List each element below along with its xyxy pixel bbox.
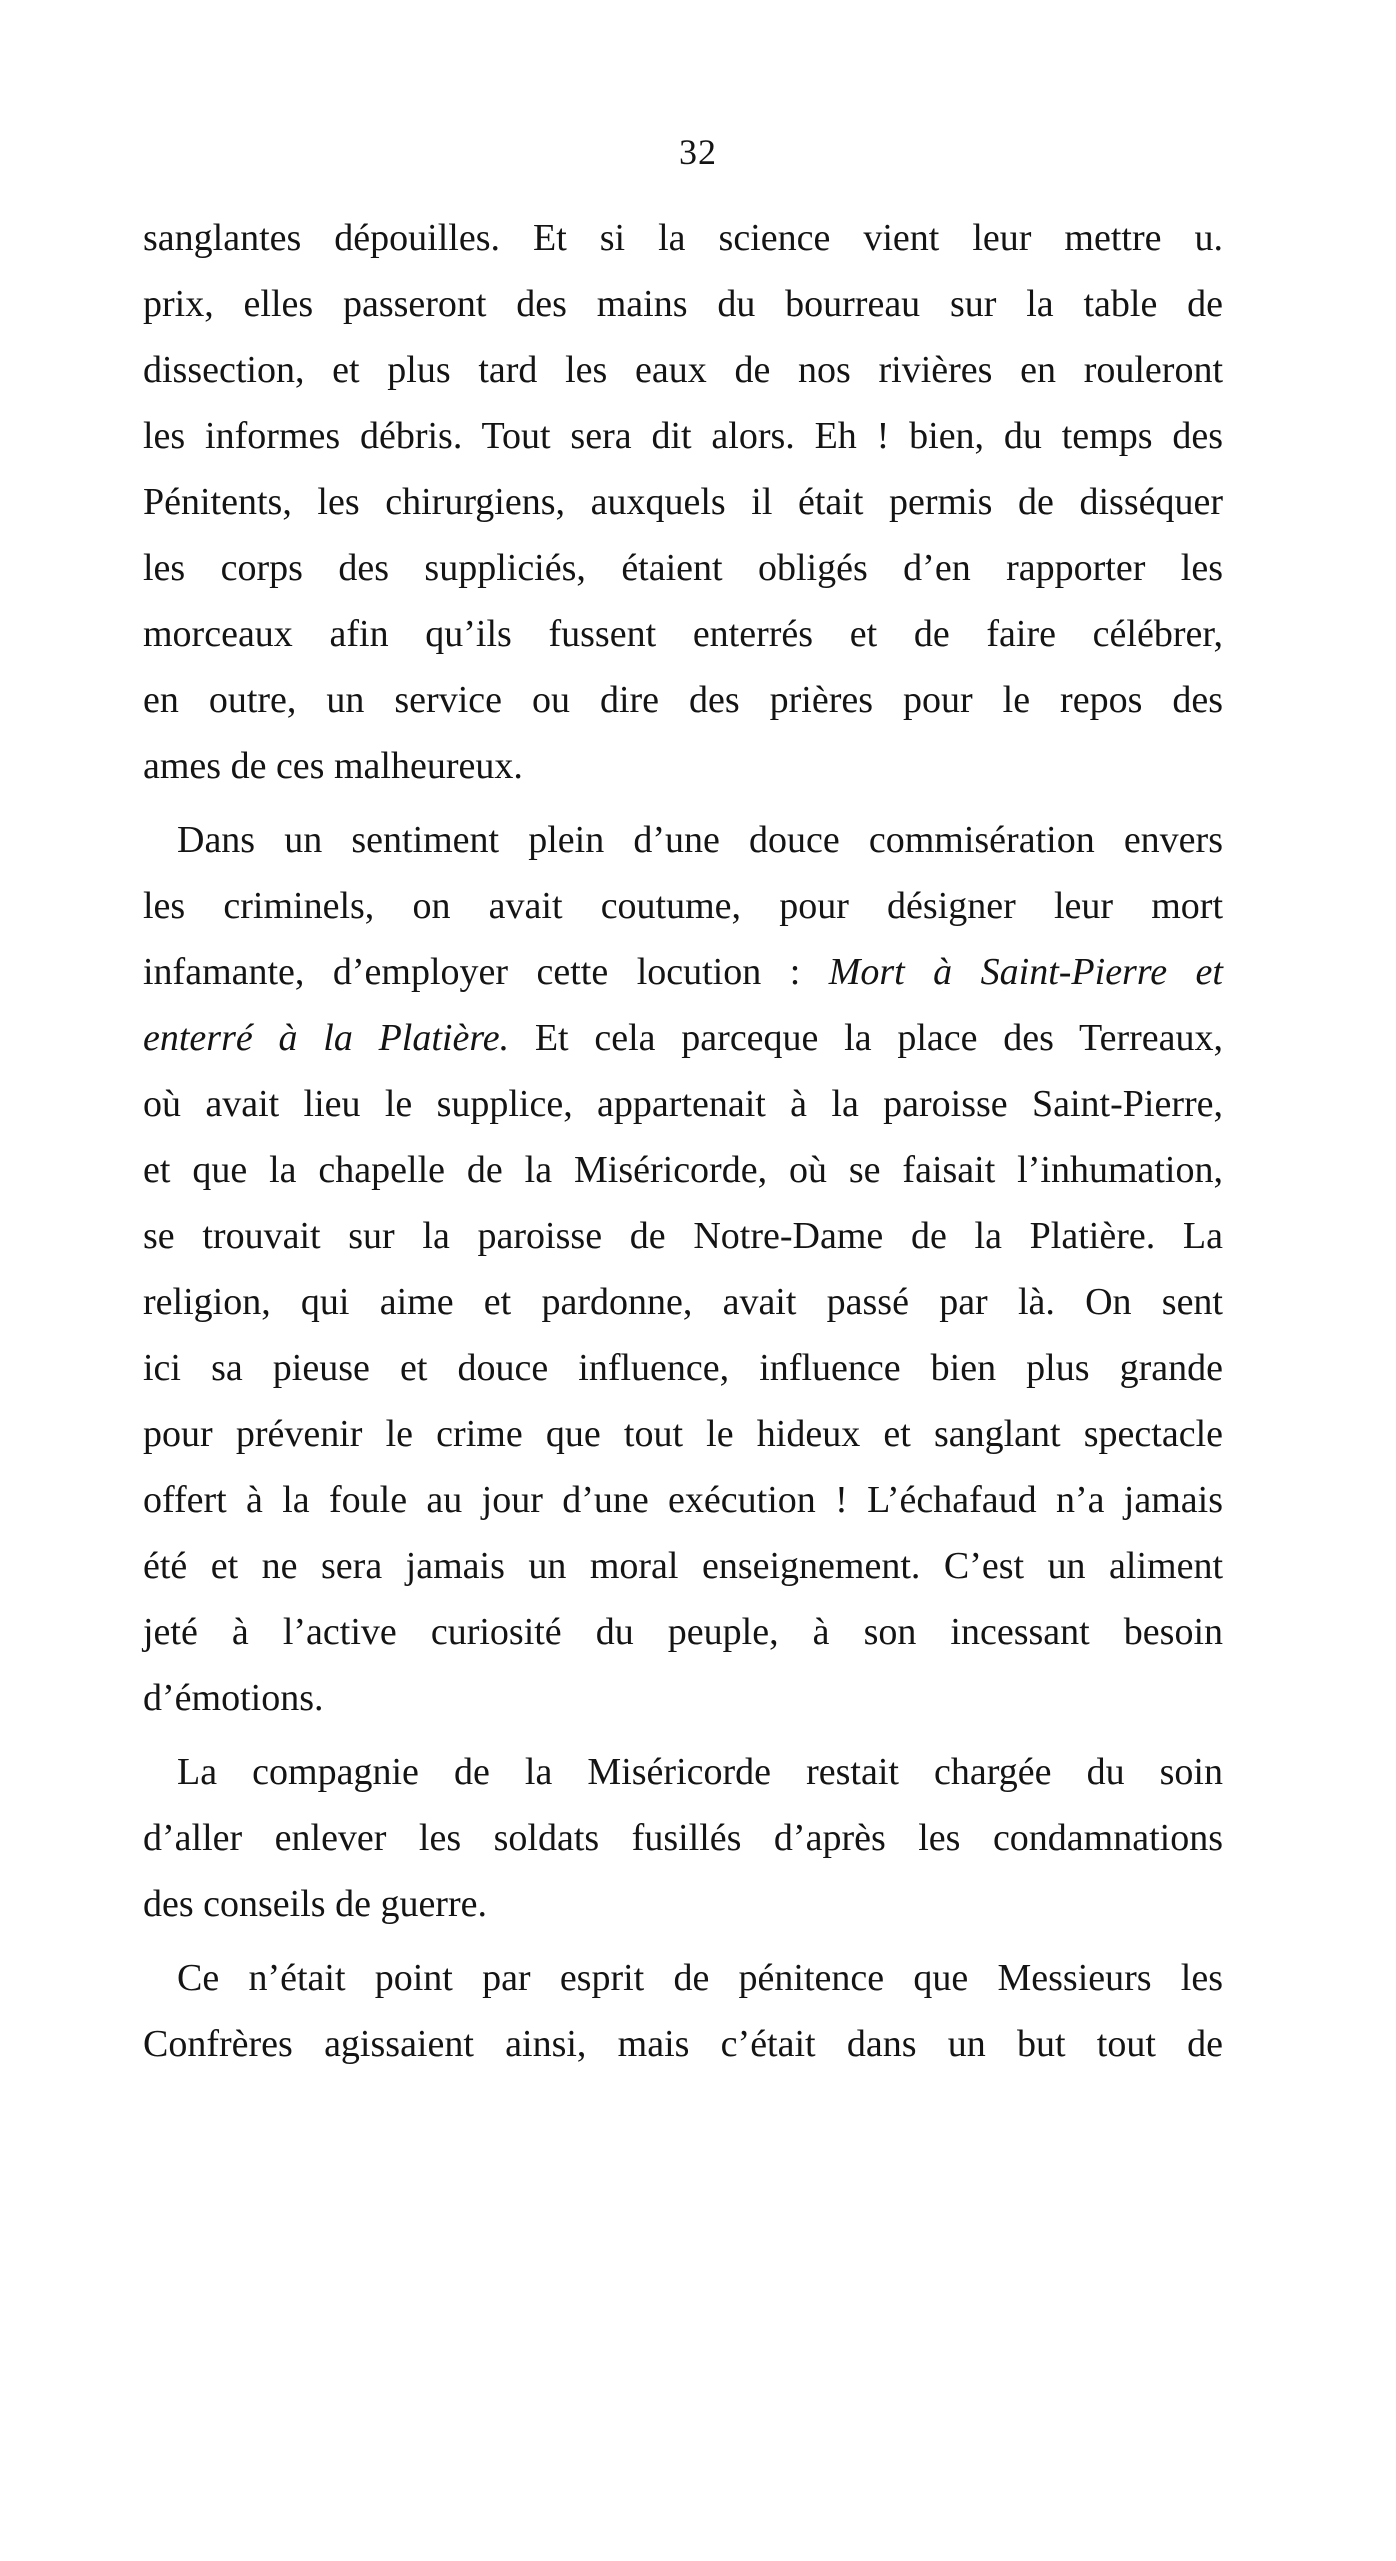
text-line: sanglantes dépouilles. Et si la science vient leur mettre u. xyxy=(143,217,1223,259)
text-line: ici sa pieuse et douce influence, influence bien plus grande xyxy=(143,1347,1223,1389)
text-line: se trouvait sur la paroisse de Notre-Dame de la Platière. La xyxy=(143,1215,1223,1257)
paragraph-1 xyxy=(143,205,1223,799)
text-line: pour prévenir le crime que tout le hideux et sanglant spectacle xyxy=(143,1413,1223,1455)
page-number: 32 xyxy=(679,132,717,172)
paragraph-4 xyxy=(143,1945,1223,2077)
text-line: où avait lieu le supplice, appartenait à la paroisse Saint-Pierre, xyxy=(143,1083,1223,1125)
text-line: dissection, et plus tard les eaux de nos rivières en rouleront xyxy=(143,349,1223,391)
text-line: et que la chapelle de la Miséricorde, où se faisait l’inhumation, xyxy=(143,1149,1223,1191)
text-line-italic: enterré à la Platière. xyxy=(143,1017,510,1059)
text-line: Pénitents, les chirurgiens, auxquels il était permis de disséquer xyxy=(143,481,1223,523)
text-line: La compagnie de la Miséricorde restait chargée du soin xyxy=(177,1751,1223,1793)
text-line: jeté à l’active curiosité du peuple, à son incessant besoin xyxy=(143,1611,1223,1653)
text-line-roman: infamante, d’employer cette locution : xyxy=(143,951,829,993)
text-line: en outre, un service ou dire des prières pour le repos des xyxy=(143,679,1223,721)
text-line: Confrères agissaient ainsi, mais c’était dans un but tout de xyxy=(143,2023,1223,2065)
text-line: offert à la foule au jour d’une exécution ! L’échafaud n’a jamais xyxy=(143,1479,1223,1521)
body-text xyxy=(143,205,1223,2077)
text-line: Dans un sentiment plein d’une douce commisération envers xyxy=(177,819,1223,861)
text-line-roman: Et cela parceque la place des Terreaux, xyxy=(509,1017,1223,1059)
text-line xyxy=(143,939,1223,1005)
text-line: morceaux afin qu’ils fussent enterrés et de faire célébrer, xyxy=(143,613,1223,655)
text-line: ames de ces malheureux. xyxy=(143,745,523,787)
text-line: les informes débris. Tout sera dit alors. Eh ! bien, du temps des xyxy=(143,415,1223,457)
text-line: les criminels, on avait coutume, pour désigner leur mort xyxy=(143,885,1223,927)
text-line xyxy=(143,1005,1223,1071)
paragraph-3 xyxy=(143,1739,1223,1937)
paragraph-2 xyxy=(143,807,1223,1731)
text-line: été et ne sera jamais un moral enseignement. C’est un aliment xyxy=(143,1545,1223,1587)
text-line: des conseils de guerre. xyxy=(143,1883,487,1925)
text-line: prix, elles passeront des mains du bourreau sur la table de xyxy=(143,283,1223,325)
text-line: Ce n’était point par esprit de pénitence que Messieurs les xyxy=(177,1957,1223,1999)
text-line: d’aller enlever les soldats fusillés d’après les condamnations xyxy=(143,1817,1223,1859)
text-line: les corps des suppliciés, étaient obligés d’en rapporter les xyxy=(143,547,1223,589)
text-line: religion, qui aime et pardonne, avait passé par là. On sent xyxy=(143,1281,1223,1323)
text-line-italic: Mort à Saint-Pierre et xyxy=(828,951,1223,993)
text-line: d’émotions. xyxy=(143,1677,324,1719)
